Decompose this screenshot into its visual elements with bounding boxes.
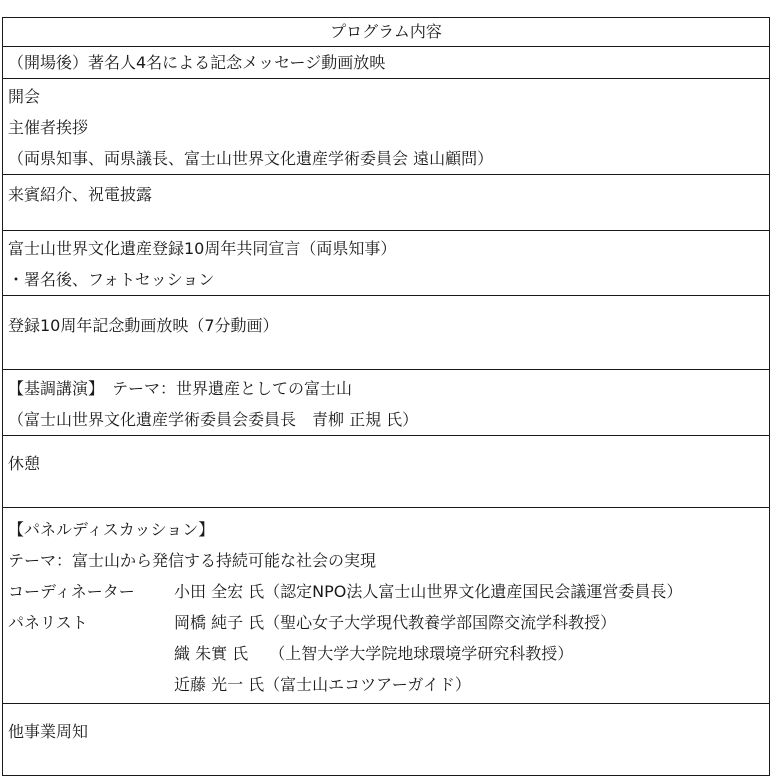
photo-session-text: ・署名後、フォトセッション <box>8 270 215 289</box>
panelist-name: 織 朱實 氏 （上智大学大学院地球環境学研究科教授） <box>174 644 574 663</box>
declaration-cell <box>3 231 770 296</box>
table-row <box>3 79 770 175</box>
greeting-cell <box>3 79 770 175</box>
table-row <box>3 370 770 436</box>
panel-theme: テーマ：富士山から発信する持続可能な社会の実現 <box>8 551 377 570</box>
break-cell: 休憩 <box>3 436 770 508</box>
table-header-row <box>3 18 770 47</box>
opening-video-cell: （開場後）著名人4名による記念メッセージ動画放映 <box>3 47 770 79</box>
other-cell: 他事業周知 <box>3 704 770 776</box>
panelist-line <box>8 607 769 638</box>
table-row <box>3 704 770 776</box>
table-row <box>3 231 770 296</box>
panelist-line <box>8 638 769 669</box>
panelist-role: パネリスト <box>8 613 88 632</box>
panelist-name: 岡橋 純子 氏（聖心女子大学現代教養学部国際交流学科教授） <box>174 613 617 632</box>
panel-title: 【パネルディスカッション】 <box>8 520 215 539</box>
table-row <box>3 436 770 508</box>
table-row <box>3 175 770 231</box>
table-row <box>3 296 770 370</box>
keynote-title: 【基調講演】 テーマ：世界遺産としての富士山 <box>8 379 353 398</box>
anniversary-video-cell: 登録10周年記念動画放映（7分動画） <box>3 296 770 370</box>
program-header: プログラム内容 <box>3 18 770 47</box>
keynote-cell <box>3 370 770 436</box>
panelist-name: 近藤 光一 氏（富士山エコツアーガイド） <box>174 675 471 694</box>
coordinator-name: 小田 全宏 氏（認定NPO法人富士山世界文化遺産国民会議運営委員長） <box>174 582 683 601</box>
keynote-speaker: （富士山世界文化遺産学術委員会委員長 青柳 正規 氏） <box>8 410 419 429</box>
panelist-line <box>8 669 769 700</box>
coordinator-line <box>8 576 769 607</box>
host-greeting-text: 主催者挨拶 <box>8 118 89 137</box>
program-table <box>2 17 770 776</box>
declaration-text: 富士山世界文化遺産登録10周年共同宣言（両県知事） <box>8 239 397 258</box>
host-greeting-detail: （両県知事、両県議長、富士山世界文化遺産学術委員会 遠山顧問） <box>8 149 494 168</box>
coordinator-role: コーディネーター <box>8 582 135 601</box>
table-row <box>3 47 770 79</box>
opening-text: 開会 <box>8 87 41 106</box>
panel-cell <box>3 508 770 704</box>
guests-cell: 来賓紹介、祝電披露 <box>3 175 770 231</box>
table-row <box>3 508 770 704</box>
